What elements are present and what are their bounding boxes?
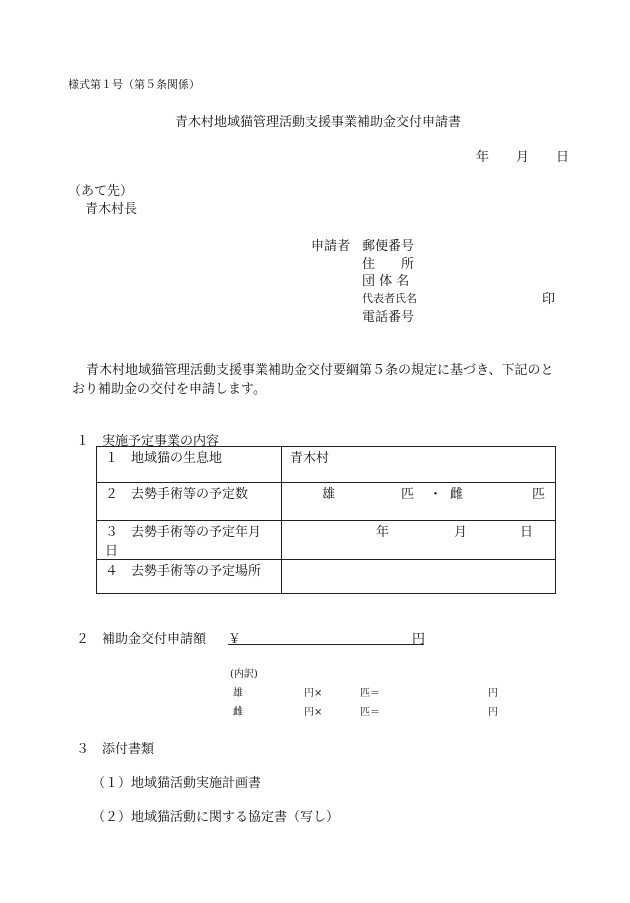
planned-day-label: 日 <box>520 525 534 540</box>
section-2-heading: ２ 補助金交付申請額 <box>76 632 207 647</box>
phone-label: 電話番号 <box>362 310 415 325</box>
project-content-table <box>96 446 556 594</box>
breakdown-male-total: 円 <box>488 688 498 699</box>
separator-dot: ・ <box>429 487 443 502</box>
attachment-item-2: （２）地域猫活動に関する協定書（写し） <box>92 810 340 825</box>
body-text-line-1: 青木村地域猫管理活動支援事業補助金交付要綱第５条の規定に基づき、下記のと <box>86 363 554 378</box>
date-day-label: 日 <box>556 150 570 165</box>
female-label: 雌 <box>450 487 464 502</box>
breakdown-male-count: 匹＝ <box>360 688 380 699</box>
table-row <box>97 483 556 521</box>
body-text-line-2: おり補助金の交付を申請します。 <box>72 382 266 397</box>
yen-unit: 円 <box>412 632 426 647</box>
planned-year-label: 年 <box>376 525 390 540</box>
planned-month-label: 月 <box>454 525 468 540</box>
planned-place-value[interactable] <box>282 560 556 594</box>
breakdown-female-count: 匹＝ <box>360 707 380 718</box>
group-name-label: 団 体 名 <box>362 274 410 289</box>
seal-mark: 印 <box>542 292 556 307</box>
document-title: 青木村地域猫管理活動支援事業補助金交付申請書 <box>175 115 462 130</box>
habitat-label: １ 地域猫の生息地 <box>97 447 282 483</box>
table-row <box>97 521 556 560</box>
amount-input-line[interactable] <box>228 644 424 645</box>
attachment-item-1: （１）地域猫活動実施計画書 <box>92 776 262 791</box>
male-unit: 匹 <box>401 487 415 502</box>
breakdown-male-label: 雄 <box>233 688 243 699</box>
yen-symbol: ￥ <box>228 632 242 647</box>
breakdown-female-total: 円 <box>488 707 498 718</box>
postal-code-label: 郵便番号 <box>362 239 415 254</box>
planned-date-value[interactable] <box>282 521 556 560</box>
breakdown-male-yen: 円× <box>304 688 323 699</box>
address-label: 住 所 <box>362 257 415 272</box>
table-row <box>97 447 556 483</box>
section-1-heading: １ 実施予定事業の内容 <box>76 434 220 449</box>
date-month-label: 月 <box>516 150 530 165</box>
applicant-label: 申請者 <box>311 239 351 254</box>
form-number: 様式第１号（第５条関係） <box>68 78 200 91</box>
planned-count-label: ２ 去勢手術等の予定数 <box>97 483 282 521</box>
representative-label: 代表者氏名 <box>362 292 417 305</box>
breakdown-female-label: 雌 <box>233 707 243 718</box>
planned-count-value[interactable] <box>282 483 556 521</box>
female-unit: 匹 <box>532 487 546 502</box>
section-3-heading: ３ 添付書類 <box>76 742 155 757</box>
addressee-label: （あて先） <box>68 184 134 199</box>
date-year-label: 年 <box>476 150 490 165</box>
breakdown-label: (内訳) <box>230 669 258 680</box>
table-row <box>97 560 556 594</box>
addressee-name: 青木村長 <box>85 202 138 217</box>
male-label: 雄 <box>322 487 336 502</box>
breakdown-female-yen: 円× <box>304 707 323 718</box>
planned-date-label: ３ 去勢手術等の予定年月日 <box>97 521 282 560</box>
habitat-value[interactable]: 青木村 <box>282 447 556 483</box>
planned-place-label: ４ 去勢手術等の予定場所 <box>97 560 282 594</box>
